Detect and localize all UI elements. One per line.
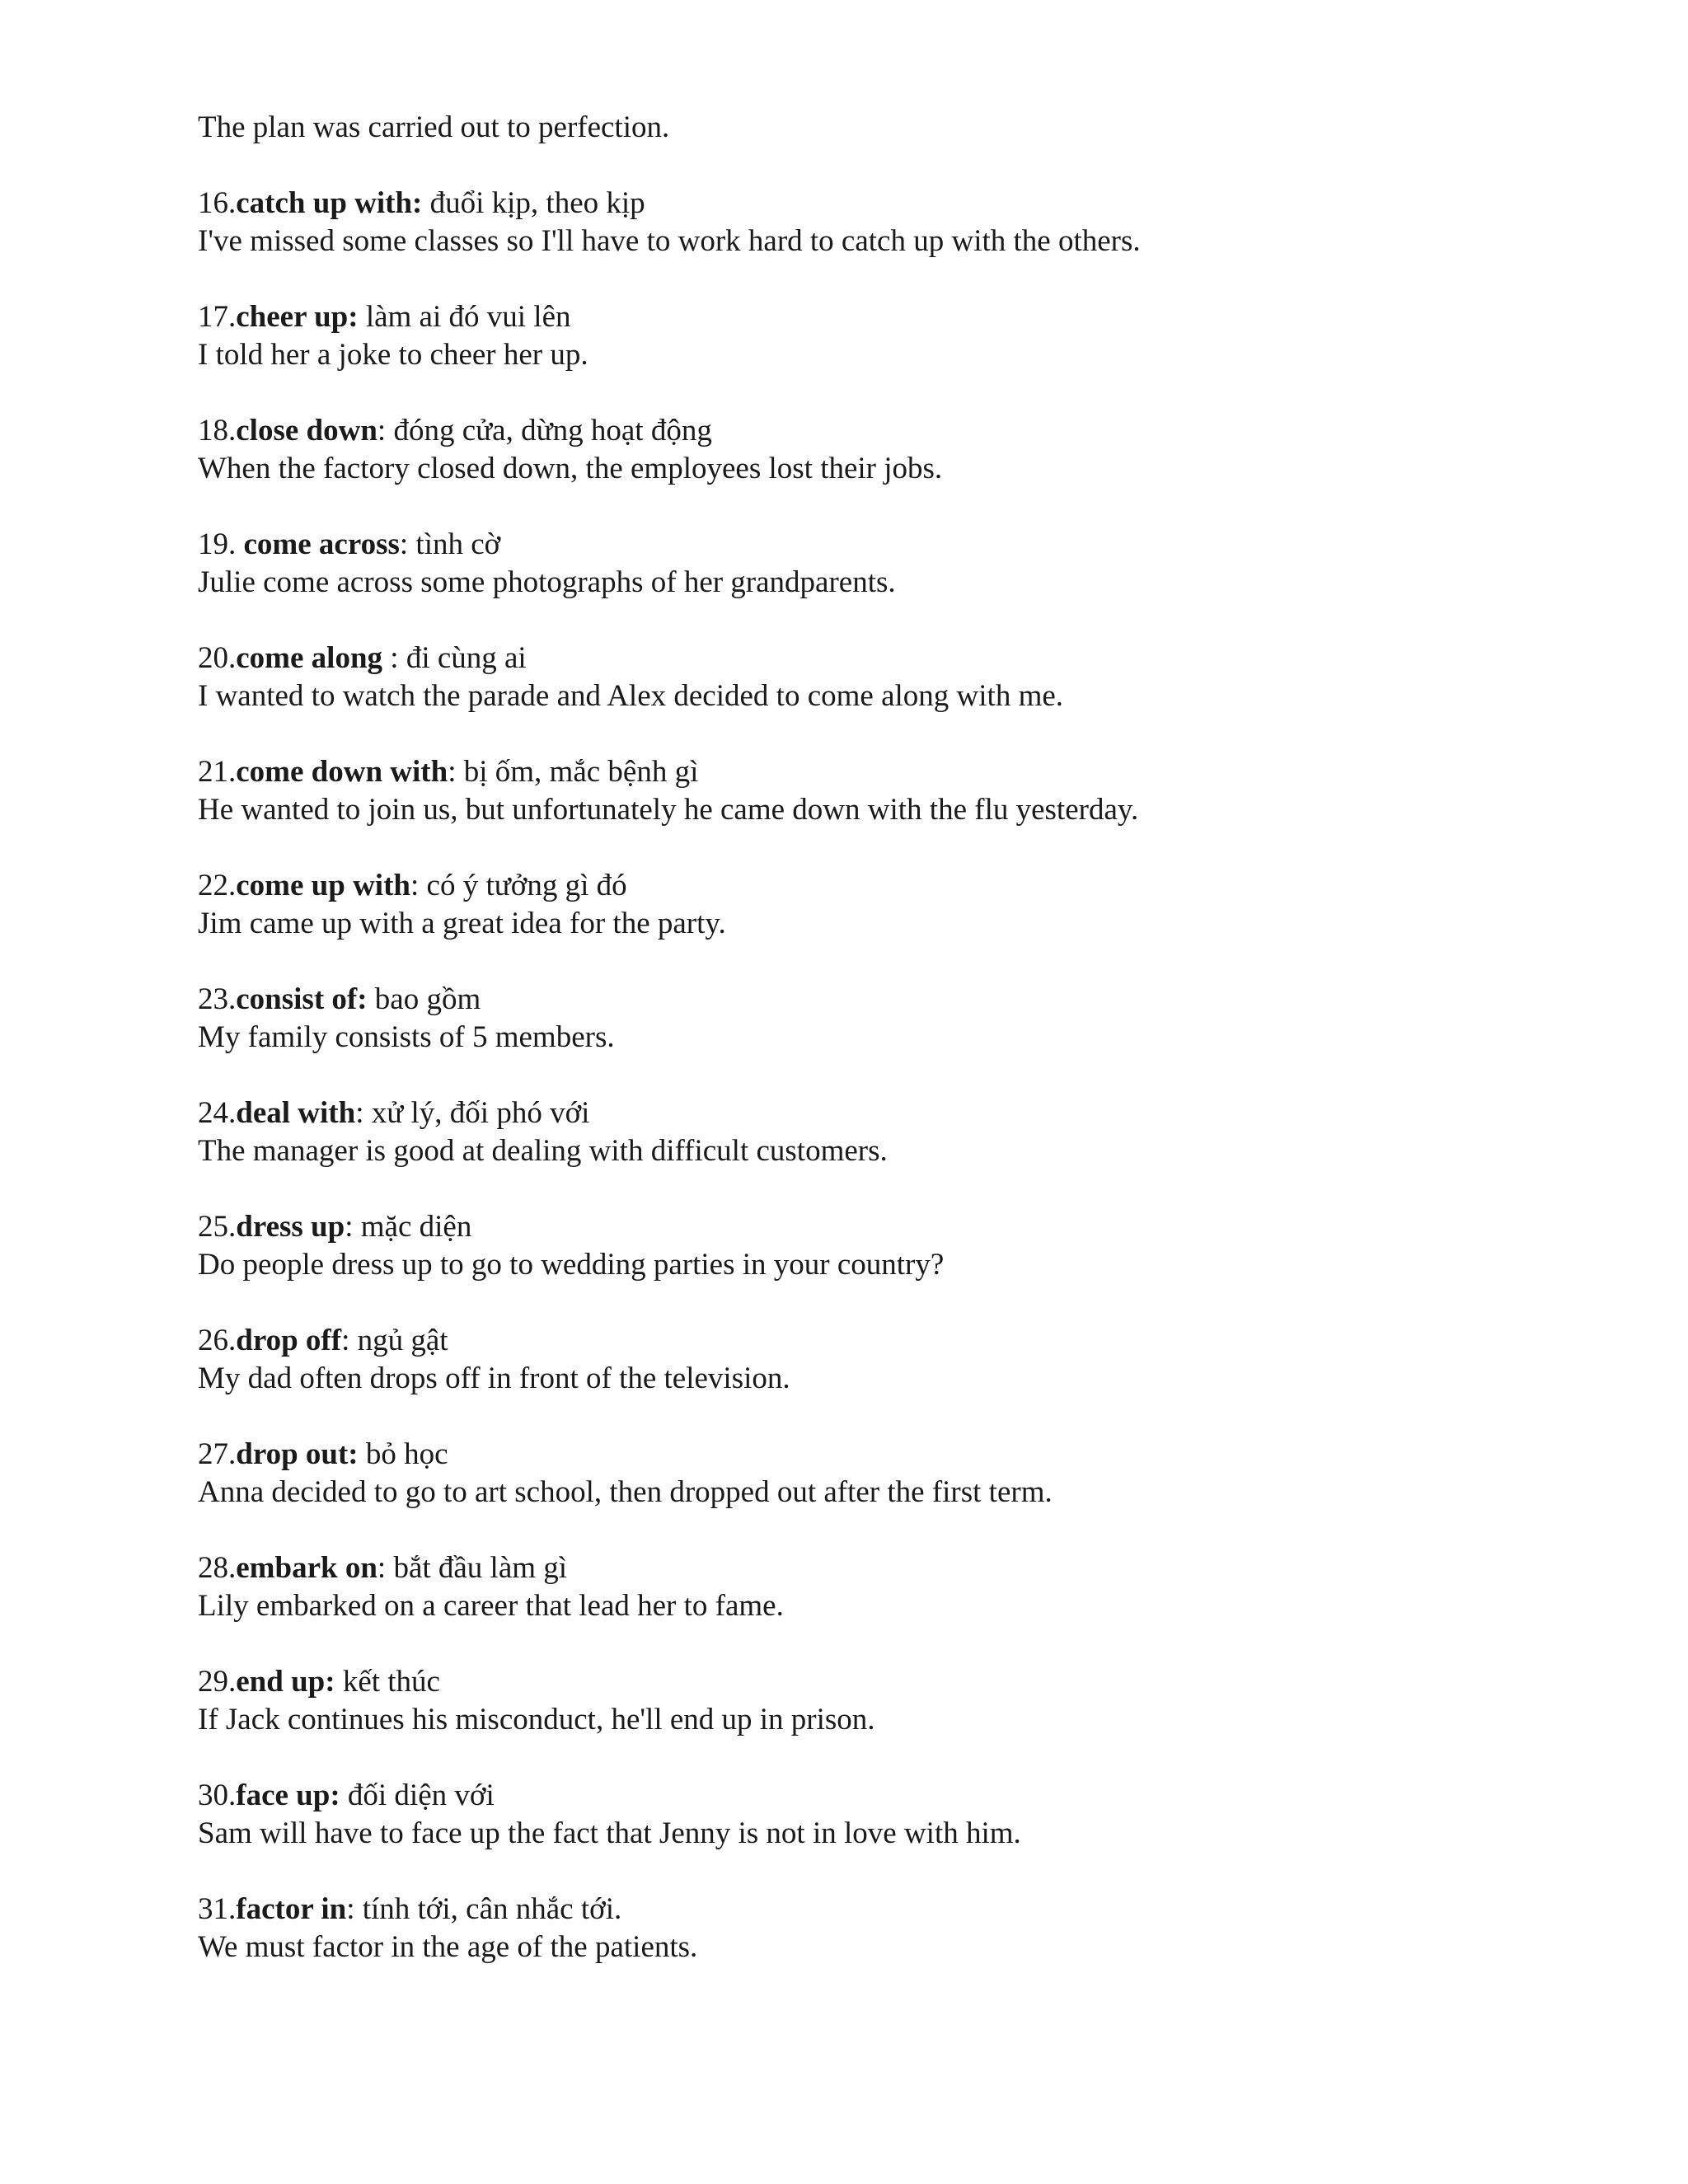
entry-17 — [198, 298, 1599, 374]
entry-number: 27. — [198, 1437, 237, 1471]
entry-meaning: có ý tưởng gì đó — [426, 869, 627, 902]
entry-19 — [198, 526, 1599, 602]
entry-number: 18. — [198, 414, 237, 448]
entry-heading — [198, 1208, 1599, 1246]
entry-meaning: bắt đầu làm gì — [393, 1551, 568, 1585]
entry-meaning: mặc diện — [360, 1210, 472, 1244]
entry-24 — [198, 1094, 1599, 1170]
entry-term: come up with — [236, 869, 410, 902]
entry-example: Julie come across some photographs of her grandparents. — [198, 565, 896, 599]
entry-meaning: đối diện với — [347, 1779, 495, 1812]
entry-separator: : — [346, 1892, 363, 1926]
entry-term: close down — [236, 414, 377, 448]
entry-separator — [359, 1437, 366, 1471]
entry-number: 28. — [198, 1551, 237, 1585]
entry-separator: : — [341, 1324, 358, 1357]
entry-meaning: kết thúc — [342, 1665, 440, 1699]
entry-number: 25. — [198, 1210, 237, 1244]
entry-heading — [198, 1322, 1599, 1360]
entry-term: come down with — [236, 755, 448, 789]
entry-term: dress up — [236, 1210, 345, 1244]
entry-example: I told her a joke to cheer her up. — [198, 338, 588, 372]
entry-31 — [198, 1891, 1599, 1966]
entry-example: Sam will have to face up the fact that Jenny is not in love with him. — [198, 1816, 1021, 1850]
entry-meaning: xử lý, đối phó với — [371, 1096, 590, 1130]
entry-example: Anna decided to go to art school, then dropped out after the first term. — [198, 1475, 1053, 1509]
entry-heading — [198, 640, 1599, 677]
entry-meaning: làm ai đó vui lên — [365, 300, 571, 334]
entry-separator: : — [355, 1096, 372, 1130]
entry-term: come along — [236, 641, 383, 675]
entry-term: end up: — [236, 1665, 335, 1699]
entry-21 — [198, 753, 1599, 829]
entry-example: If Jack continues his misconduct, he'll end up in prison. — [198, 1703, 875, 1736]
entry-number: 29. — [198, 1665, 237, 1699]
entry-number: 20. — [198, 641, 237, 675]
entry-meaning: đi cùng ai — [406, 641, 527, 675]
entry-number: 19. — [198, 527, 244, 561]
entry-heading — [198, 412, 1599, 450]
entry-number: 23. — [198, 982, 237, 1016]
entry-16 — [198, 185, 1599, 260]
entry-25 — [198, 1208, 1599, 1284]
entry-heading — [198, 1891, 1599, 1929]
entry-28 — [198, 1549, 1599, 1625]
entry-term: consist of: — [236, 982, 368, 1016]
entry-example: My dad often drops off in front of the television. — [198, 1361, 790, 1395]
entry-example: My family consists of 5 members. — [198, 1020, 615, 1054]
entry-number: 30. — [198, 1779, 237, 1812]
entry-term: deal with — [236, 1096, 356, 1130]
entry-term: factor in — [236, 1892, 347, 1926]
entry-23 — [198, 981, 1599, 1057]
entry-separator: : — [377, 1551, 394, 1585]
entry-heading — [198, 981, 1599, 1019]
entry-meaning: đóng cửa, dừng hoạt động — [393, 414, 712, 448]
entry-separator: : — [448, 755, 464, 789]
entry-example: I wanted to watch the parade and Alex decided to come along with me. — [198, 679, 1064, 713]
entry-term: catch up with: — [236, 186, 423, 220]
entry-number: 17. — [198, 300, 237, 334]
entry-separator — [422, 186, 429, 220]
entry-heading — [198, 298, 1599, 336]
entry-example: He wanted to join us, but unfortunately he came down with the flu yesterday. — [198, 793, 1139, 827]
entry-example: I've missed some classes so I'll have to work hard to catch up with the others. — [198, 224, 1141, 258]
entry-meaning: bỏ học — [365, 1437, 448, 1471]
entry-meaning: bao gồm — [374, 982, 481, 1016]
entry-heading — [198, 1549, 1599, 1587]
entry-heading — [198, 526, 1599, 564]
entry-term: cheer up: — [236, 300, 359, 334]
entry-29 — [198, 1663, 1599, 1739]
entry-example: We must factor in the age of the patients. — [198, 1930, 698, 1964]
entry-heading — [198, 753, 1599, 791]
entry-meaning: ngủ gật — [357, 1324, 448, 1357]
entry-example: Do people dress up to go to wedding parties in your country? — [198, 1248, 945, 1282]
entry-separator: : — [382, 641, 406, 675]
entry-number: 26. — [198, 1324, 237, 1357]
entry-meaning: bị ốm, mắc bệnh gì — [463, 755, 699, 789]
entry-separator — [368, 982, 375, 1016]
phrasal-verb-list — [198, 109, 1599, 1966]
entry-heading — [198, 1777, 1599, 1815]
entry-number: 16. — [198, 186, 237, 220]
entry-term: face up: — [236, 1779, 340, 1812]
entry-term: embark on — [236, 1551, 377, 1585]
entry-number: 22. — [198, 869, 237, 902]
entry-number: 31. — [198, 1892, 237, 1926]
entry-separator: : — [399, 527, 416, 561]
entry-26 — [198, 1322, 1599, 1398]
entry-separator: : — [410, 869, 427, 902]
entry-example: Jim came up with a great idea for the party. — [198, 907, 726, 940]
entry-heading — [198, 1094, 1599, 1132]
entry-heading — [198, 185, 1599, 223]
entry-number: 24. — [198, 1096, 237, 1130]
entry-term: come across — [243, 527, 400, 561]
entry-example: When the factory closed down, the employees lost their jobs. — [198, 452, 943, 485]
entry-separator: : — [377, 414, 394, 448]
entry-meaning: đuổi kịp, theo kịp — [429, 186, 645, 220]
entry-heading — [198, 867, 1599, 905]
entry-separator — [359, 300, 366, 334]
entry-number: 21. — [198, 755, 237, 789]
entry-separator — [335, 1665, 343, 1699]
entry-term: drop off — [236, 1324, 342, 1357]
intro-sentence: The plan was carried out to perfection. — [198, 110, 670, 144]
entry-heading — [198, 1663, 1599, 1701]
entry-22 — [198, 867, 1599, 943]
entry-example: The manager is good at dealing with difficult customers. — [198, 1134, 888, 1168]
entry-27 — [198, 1436, 1599, 1511]
entry-heading — [198, 1436, 1599, 1474]
entry-separator — [340, 1779, 348, 1812]
entry-meaning: tính tới, cân nhắc tới. — [362, 1892, 622, 1926]
entry-20 — [198, 640, 1599, 715]
entry-example: Lily embarked on a career that lead her to fame. — [198, 1589, 784, 1623]
entry-term: drop out: — [236, 1437, 359, 1471]
entry-meaning: tình cờ — [415, 527, 501, 561]
entry-separator: : — [345, 1210, 361, 1244]
entry-30 — [198, 1777, 1599, 1853]
entry-18 — [198, 412, 1599, 488]
